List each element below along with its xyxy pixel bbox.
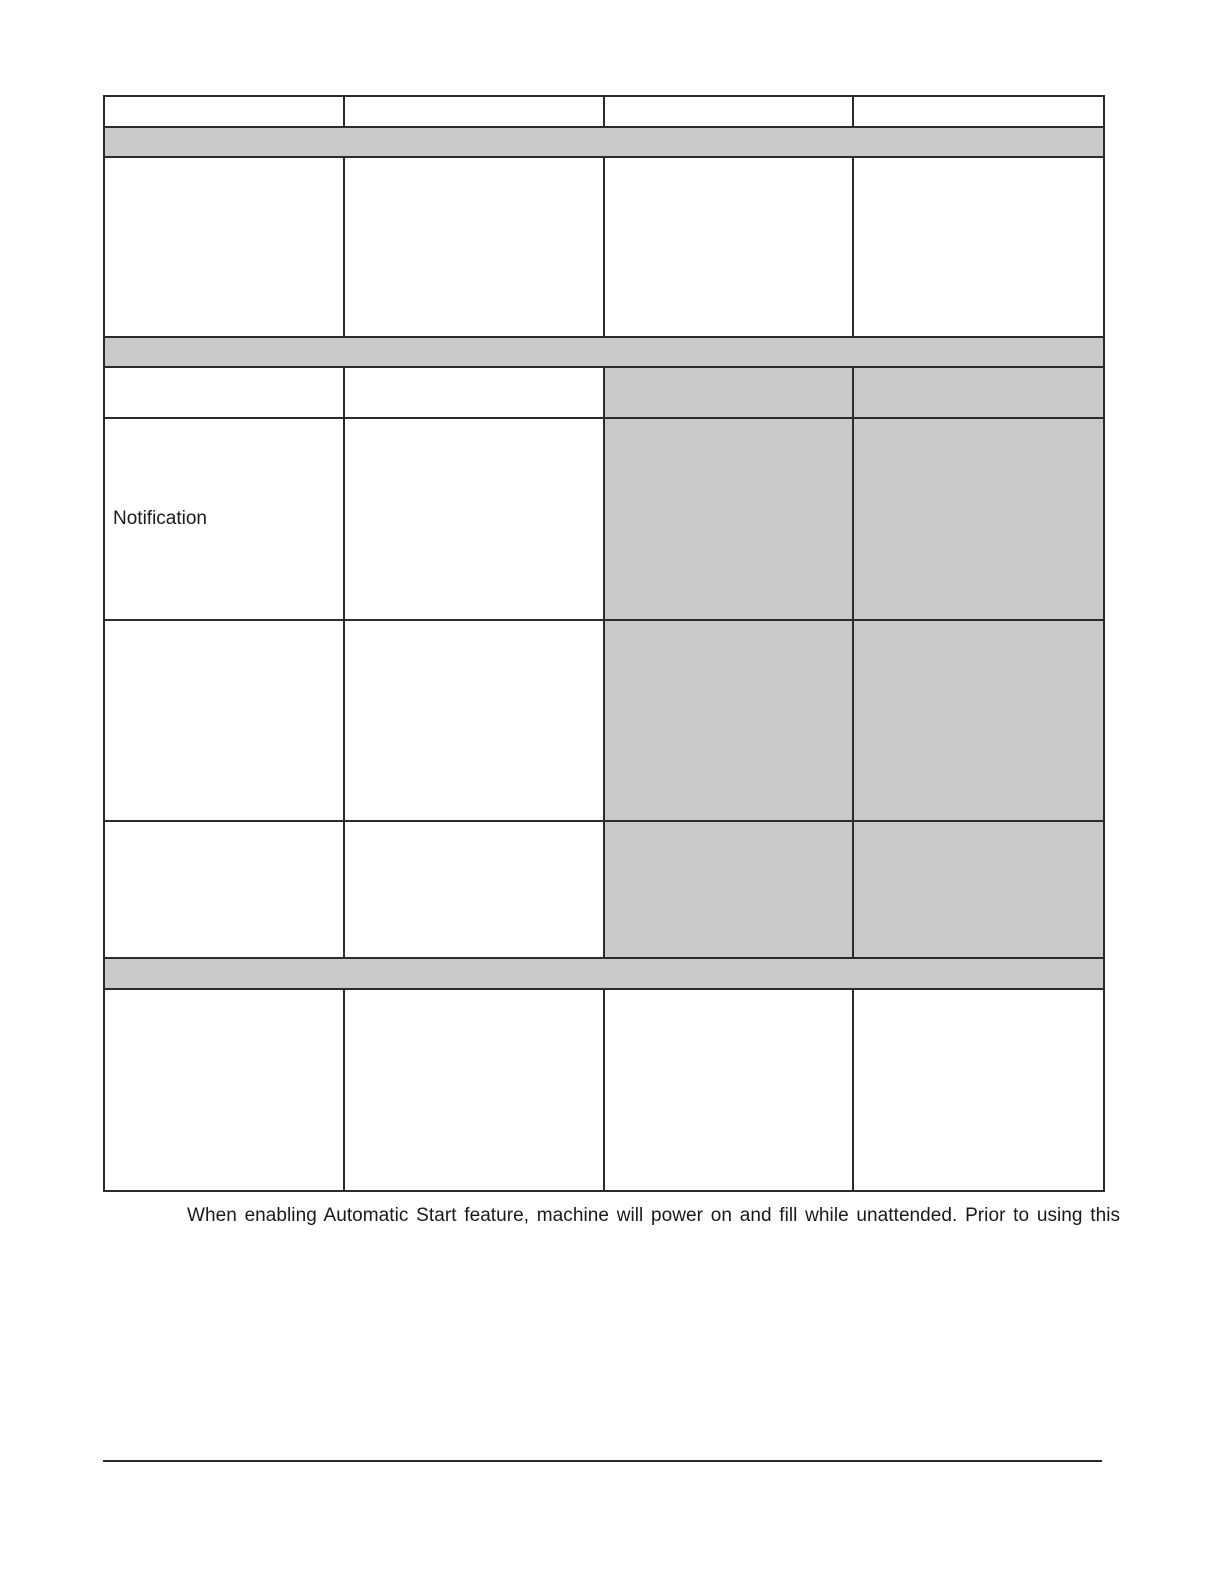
table-row [104, 620, 1104, 821]
header-cell [853, 96, 1104, 127]
table-cell [104, 989, 344, 1191]
section-header-row [104, 337, 1104, 367]
table-row [104, 157, 1104, 337]
table-cell [853, 989, 1104, 1191]
header-cell [344, 96, 604, 127]
table-cell-shaded [853, 620, 1104, 821]
table-cell [104, 620, 344, 821]
table-cell-shaded [853, 821, 1104, 958]
table-cell-shaded [853, 367, 1104, 418]
footer-divider [103, 1460, 1102, 1462]
table-cell [104, 821, 344, 958]
table-cell-shaded [853, 418, 1104, 620]
table-row [104, 989, 1104, 1191]
table-cell [104, 367, 344, 418]
table-cell [344, 367, 604, 418]
table-row [104, 821, 1104, 958]
section-header-cell [104, 958, 1104, 989]
table-cell-shaded [604, 821, 853, 958]
table-cell [344, 418, 604, 620]
table-cell [344, 157, 604, 337]
notification-cell [104, 418, 344, 620]
section-header-cell [104, 127, 1104, 157]
table-row [104, 367, 1104, 418]
section-header-row [104, 958, 1104, 989]
table-cell [344, 821, 604, 958]
section-header-cell [104, 337, 1104, 367]
table-cell [604, 989, 853, 1191]
table-cell [344, 620, 604, 821]
table-cell-shaded [604, 367, 853, 418]
table-cell [853, 157, 1104, 337]
table-cell [344, 989, 604, 1191]
table-cell-shaded [604, 418, 853, 620]
header-cell [104, 96, 344, 127]
settings-table [103, 95, 1105, 1192]
table-header-row [104, 96, 1104, 127]
table-cell [604, 157, 853, 337]
table-cell [104, 157, 344, 337]
notification-label: Notification [113, 508, 207, 529]
header-cell [604, 96, 853, 127]
table-cell-shaded [604, 620, 853, 821]
section-header-row [104, 127, 1104, 157]
automatic-start-note: When enabling Automatic Start feature, machine will power on and fill while unattended. Prior to using this [187, 1205, 1121, 1226]
table-row [104, 418, 1104, 620]
